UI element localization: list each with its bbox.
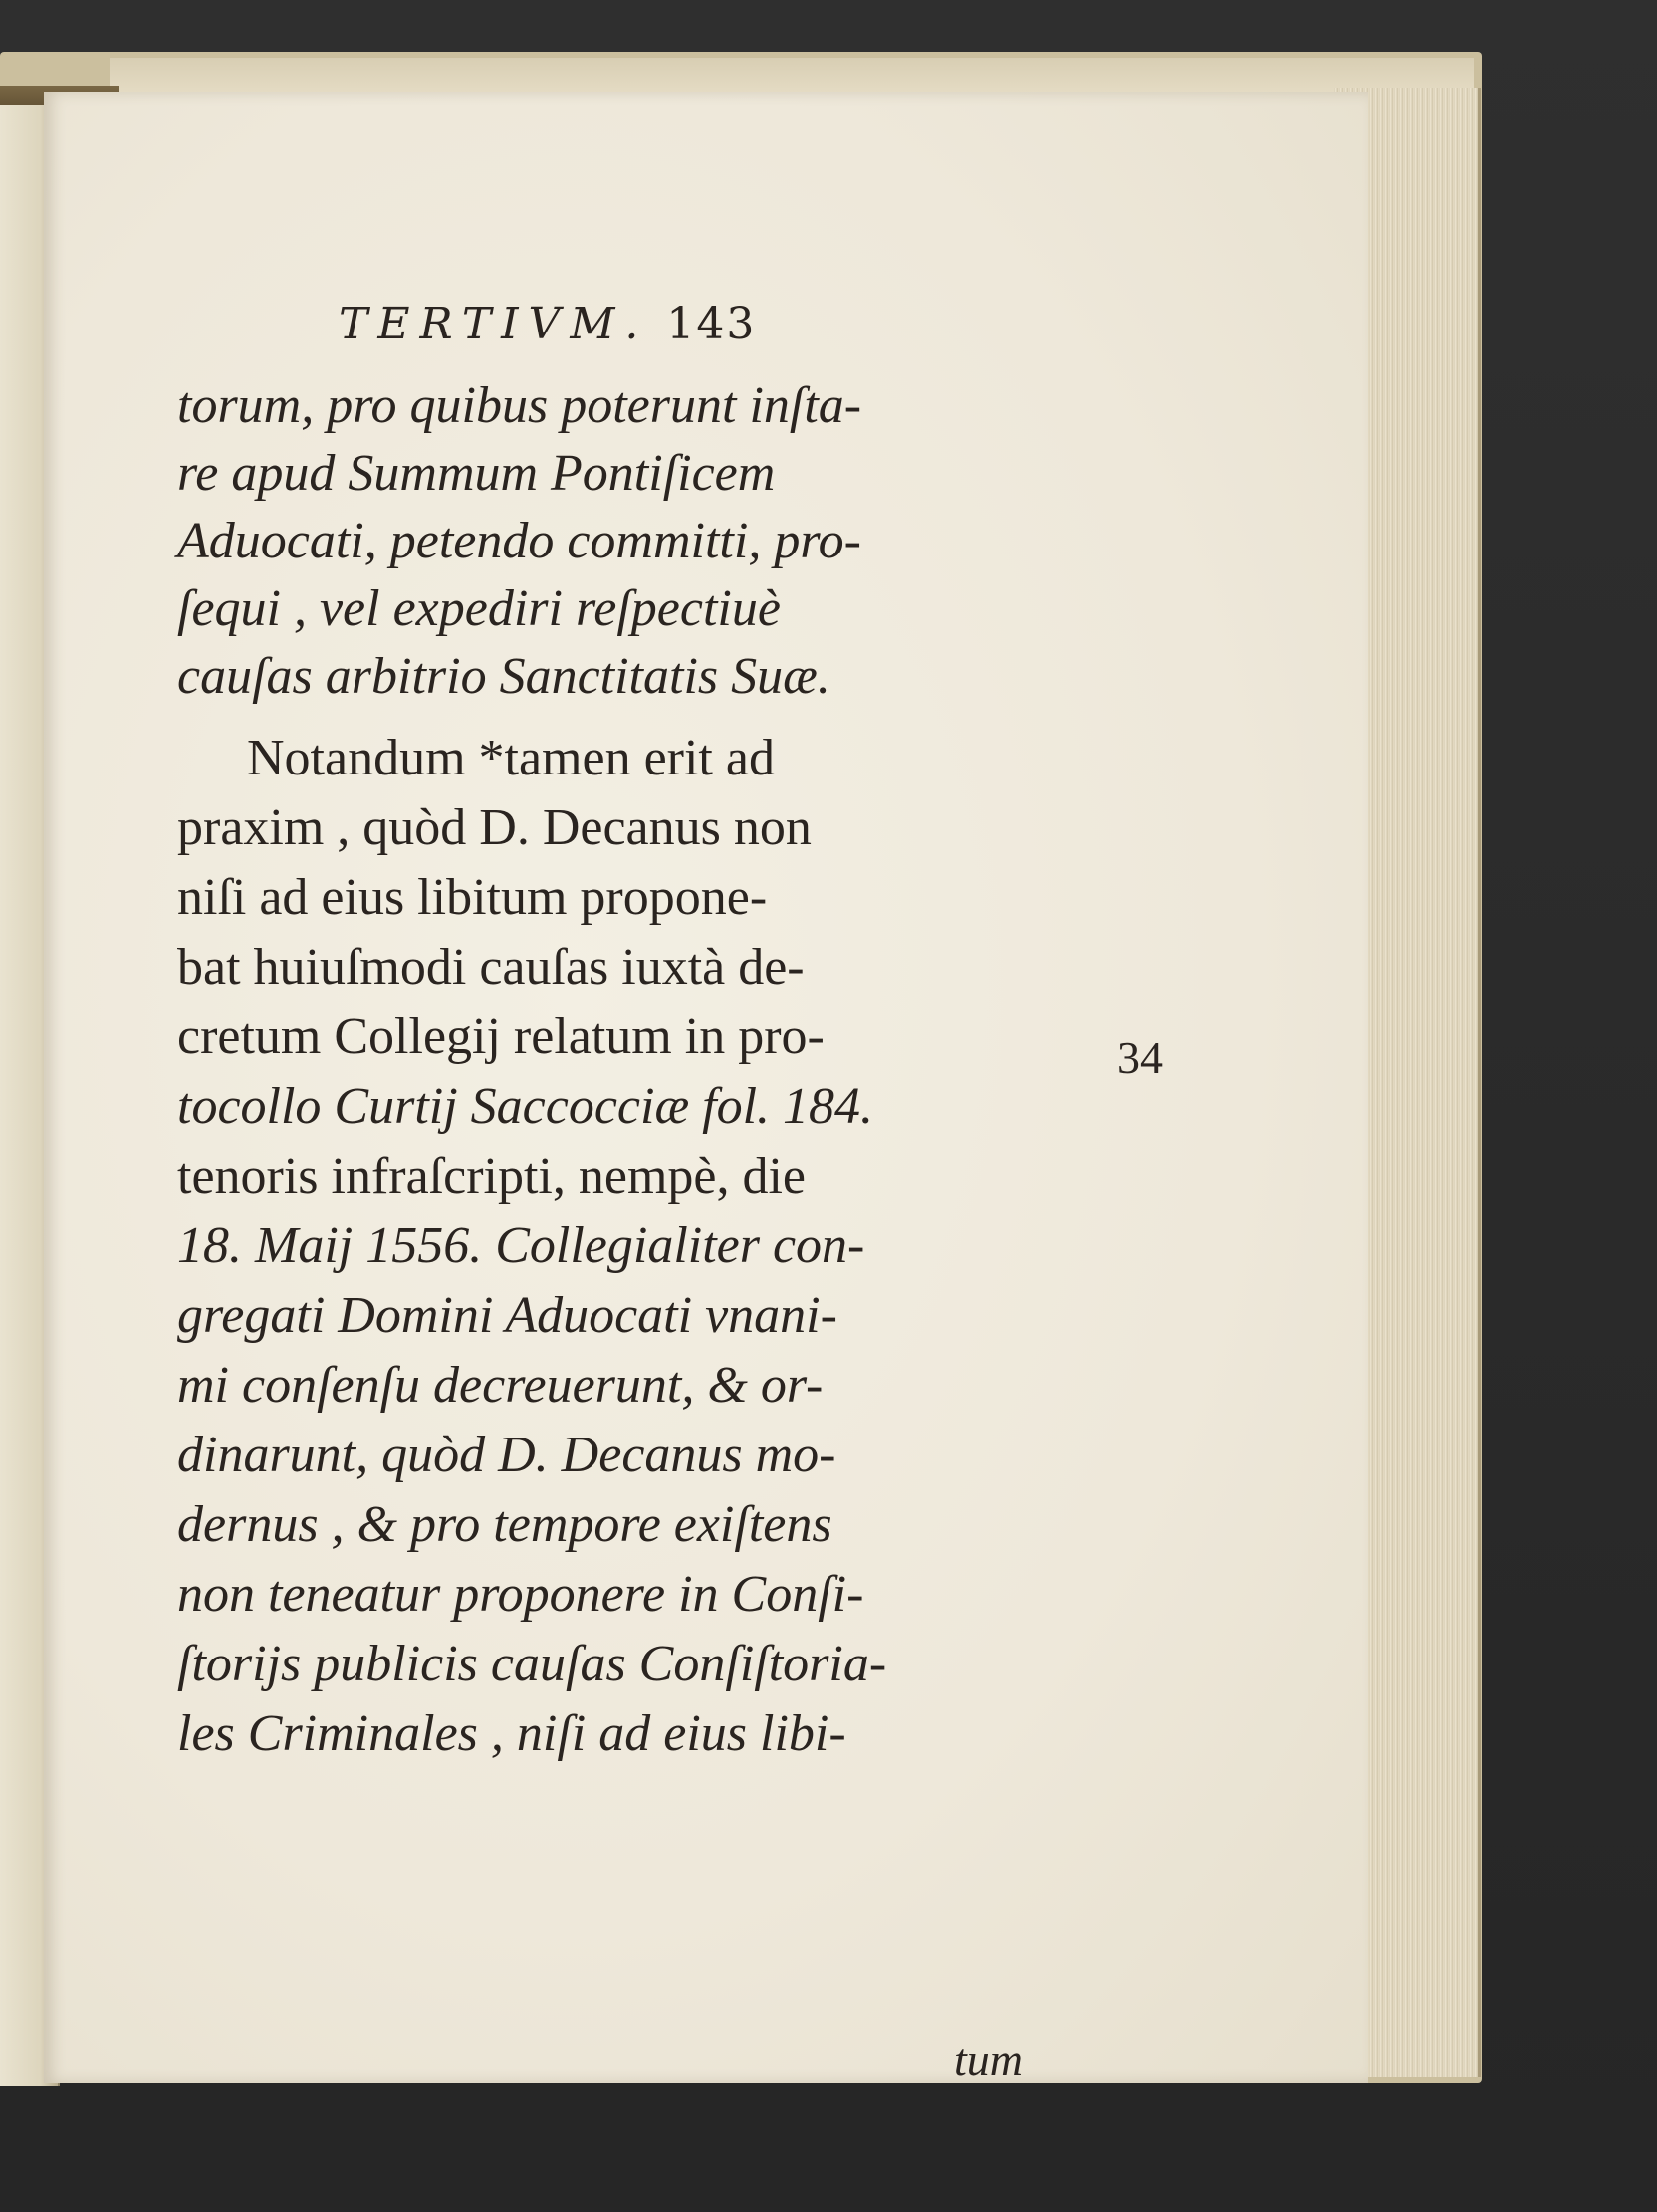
running-head <box>339 299 756 349</box>
text-line: non teneatur proponere in Conſi- <box>177 1566 864 1623</box>
text-line: cretum Collegij relatum in pro- <box>177 1008 825 1065</box>
text-line: dernus , & pro tempore exiſtens <box>177 1496 832 1553</box>
text-line: re apud Summum Pontiſicem <box>177 445 776 502</box>
text-line: mi conſenſu decreuerunt, & or- <box>177 1357 824 1414</box>
folio-number: 143 <box>666 299 757 349</box>
text-line: les Criminales , niſi ad eius libi- <box>177 1705 846 1762</box>
text-line: bat huiuſmodi cauſas iuxtà de- <box>177 939 805 995</box>
text-line: tenoris infraſcripti, nempè, die <box>177 1148 807 1205</box>
text-line: dinarunt, quòd D. Decanus mo- <box>177 1427 836 1483</box>
running-head-title: TERTIVM. <box>339 299 649 349</box>
text-line: Notandum *tamen erit ad <box>247 730 775 786</box>
catchword: tum <box>954 2034 1023 2085</box>
text-line: ſequi , vel expediri reſpectiuè <box>177 580 781 637</box>
text-line: gregati Domini Aduocati vnani- <box>177 1287 837 1344</box>
text-line: Aduocati, petendo committi, pro- <box>177 513 861 569</box>
text-line: torum, pro quibus poterunt inſta- <box>177 377 862 434</box>
text-line: 18. Maij 1556. Collegialiter con- <box>177 1217 865 1274</box>
text-line: ſtorijs publicis cauſas Conſiſtoria- <box>177 1636 887 1692</box>
text-line: cauſas arbitrio Sanctitatis Suæ. <box>177 648 830 705</box>
margin-number: 34 <box>1117 1032 1163 1083</box>
text-line: praxim , quòd D. Decanus non <box>177 799 812 856</box>
text-line: niſi ad eius libitum propone- <box>177 869 768 926</box>
text-line: tocollo Curtij Saccocciæ fol. 184. <box>177 1078 874 1135</box>
